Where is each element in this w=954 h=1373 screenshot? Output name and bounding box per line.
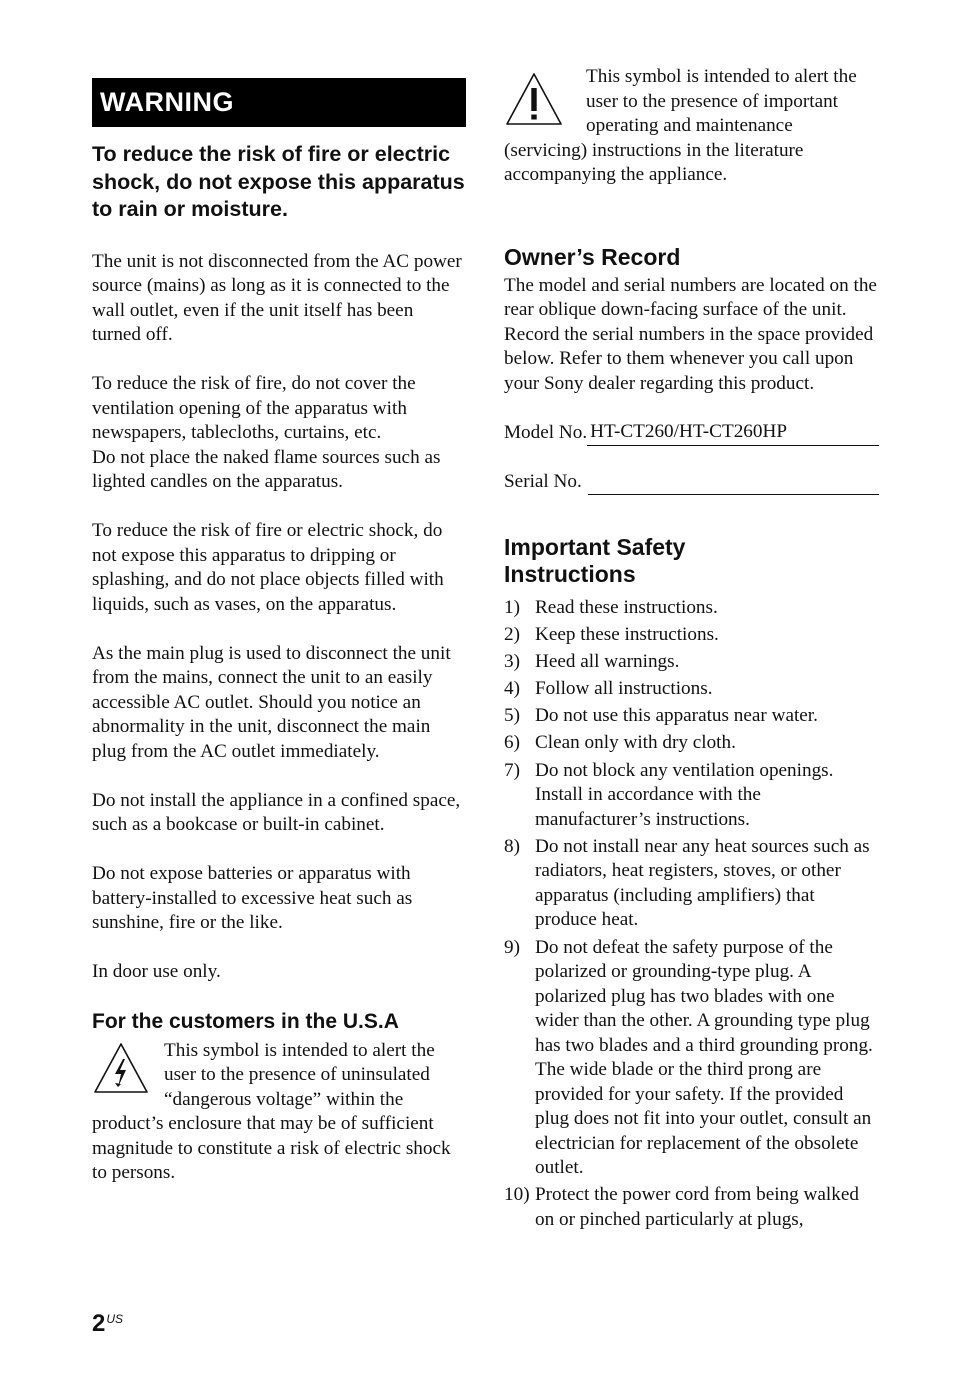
list-number: 1) bbox=[504, 596, 520, 618]
page-number-value: 2 bbox=[92, 1310, 106, 1337]
model-number-line bbox=[504, 420, 879, 446]
list-item bbox=[504, 759, 879, 833]
page-number-suffix: US bbox=[106, 1312, 124, 1326]
list-text: Protect the power cord from being walked on or pinched particularly at plugs, bbox=[535, 1184, 859, 1230]
list-item bbox=[504, 936, 879, 1181]
model-number-label: Model No. bbox=[504, 422, 588, 443]
list-item bbox=[504, 596, 879, 621]
list-item bbox=[504, 1183, 879, 1232]
list-number: 4) bbox=[504, 678, 520, 700]
list-text: Do not install near any heat sources such as radiators, heat registers, stoves, or other apparatus (including amplifiers) that produce heat. bbox=[535, 835, 870, 931]
alert-symbol-block bbox=[504, 65, 879, 188]
list-text: Heed all warnings. bbox=[535, 650, 680, 672]
voltage-symbol-block bbox=[92, 1039, 466, 1186]
list-number: 7) bbox=[504, 759, 520, 781]
warning-banner: WARNING bbox=[92, 78, 466, 127]
serial-number-label: Serial No. bbox=[504, 471, 582, 492]
warning-paragraph: In door use only. bbox=[92, 961, 221, 982]
owners-record-heading: Owner’s Record bbox=[504, 243, 681, 270]
safety-list bbox=[504, 596, 879, 1233]
list-item bbox=[504, 704, 879, 729]
warning-paragraph: Do not install the appliance in a confined space, such as a bookcase or built-in cabinet. bbox=[92, 789, 461, 835]
list-text: Follow all instructions. bbox=[535, 678, 713, 700]
warning-paragraph: Do not expose batteries or apparatus with battery-installed to excessive heat such as sunshine, fire or the like. bbox=[92, 863, 413, 933]
lightning-warning-icon bbox=[92, 1041, 150, 1103]
list-item bbox=[504, 835, 879, 933]
list-item bbox=[504, 731, 879, 756]
list-text: Do not block any ventilation openings. Install in accordance with the manufacturer’s instructions. bbox=[535, 759, 834, 830]
serial-number-line bbox=[504, 470, 879, 495]
warning-paragraph: As the main plug is used to disconnect the unit from the mains, connect the unit to an easily accessible AC outlet. Should you notice an abnormality in the unit, disconnect the main plug from the AC outlet immediately. bbox=[92, 642, 451, 762]
list-item bbox=[504, 677, 879, 702]
model-number-value: HT-CT260/HT-CT260HP bbox=[587, 420, 879, 446]
list-text: Do not defeat the safety purpose of the polarized or grounding-type plug. A polarized plug has two blades with one wider than the other. A grounding type plug has two blades and a third grounding prong. The wide blade or the third prong are provided for your safety. If the provided plug does not fit into your outlet, consult an electrician for replacement of the obsolete outlet. bbox=[535, 936, 873, 1178]
list-number: 9) bbox=[504, 936, 520, 958]
list-number: 10) bbox=[504, 1184, 530, 1206]
left-column bbox=[92, 78, 466, 1186]
voltage-symbol-text: This symbol is intended to alert the user to the presence of uninsulated “dangerous voltage” within the product’s enclosure that may be of sufficient magnitude to constitute a risk of electric shock to persons. bbox=[92, 1039, 451, 1183]
owners-record-text: The model and serial numbers are located on the rear oblique down-facing surface of the unit. Record the serial numbers in the space provided below. Refer to them whenever you call upon your Sony dealer regarding this product. bbox=[504, 274, 877, 394]
warning-lead: To reduce the risk of fire or electric shock, do not expose this apparatus to rain or moisture. bbox=[92, 142, 465, 221]
warning-paragraph: The unit is not disconnected from the AC power source (mains) as long as it is connected to the wall outlet, even if the unit itself has been turned off. bbox=[92, 250, 462, 345]
list-item bbox=[504, 650, 879, 675]
usa-heading: For the customers in the U.S.A bbox=[92, 1009, 399, 1033]
safety-heading: Important Safety Instructions bbox=[504, 533, 686, 587]
list-text: Read these instructions. bbox=[535, 596, 718, 618]
page-number bbox=[92, 1310, 123, 1338]
list-number: 6) bbox=[504, 732, 520, 754]
warning-paragraph: Do not place the naked flame sources such as lighted candles on the apparatus. bbox=[92, 446, 441, 492]
list-number: 3) bbox=[504, 650, 520, 672]
list-item bbox=[504, 623, 879, 648]
alert-symbol-text: This symbol is intended to alert the user to the presence of important operating and maintenance (servicing) instructions in the literature accompanying the appliance. bbox=[504, 66, 857, 185]
list-text: Keep these instructions. bbox=[535, 623, 719, 645]
list-number: 5) bbox=[504, 705, 520, 727]
list-text: Clean only with dry cloth. bbox=[535, 732, 736, 754]
warning-paragraph: To reduce the risk of fire, do not cover the ventilation opening of the apparatus with newspapers, tablecloths, curtains, etc. bbox=[92, 373, 416, 443]
warning-paragraph: To reduce the risk of fire or electric shock, do not expose this apparatus to dripping or splashing, and do not place objects filled with liquids, such as vases, on the apparatus. bbox=[92, 520, 444, 615]
list-number: 2) bbox=[504, 623, 520, 645]
list-text: Do not use this apparatus near water. bbox=[535, 705, 818, 727]
exclamation-warning-icon bbox=[504, 71, 564, 135]
list-number: 8) bbox=[504, 835, 520, 857]
right-column bbox=[504, 65, 879, 1235]
serial-number-field bbox=[588, 470, 879, 495]
